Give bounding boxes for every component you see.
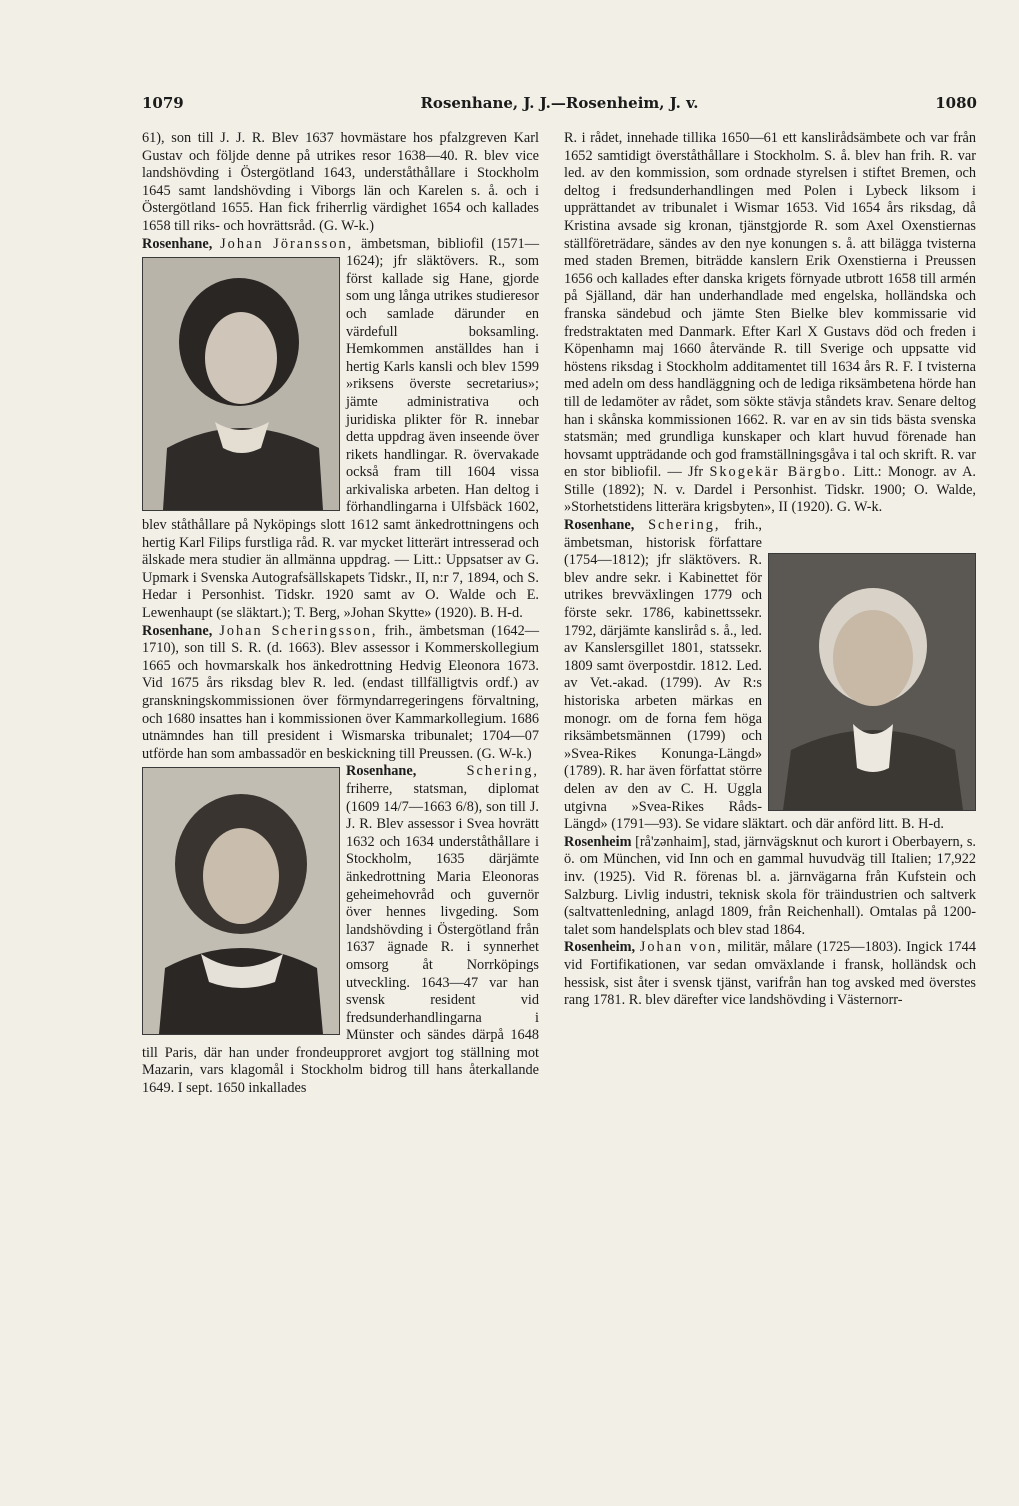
page-header [142,94,977,118]
entry-text: friherre, statsman, diplomat (1609 14/7—1663 6/8), son till J. J. R. Blev assessor i Svea hovrätt 1632 och 1634 underståthållare i Stockholm, 1635 därjämte änkedrottning Maria Eleonoras geheimehovråd och guvernör över hennes livgeding. Som landshövding i Östergötland från 1637 ägnade R. i synnerhet omsorg åt Norrköpings utveckling. 1643—47 var han svensk resident vid fredsunderhandlingarna i Münster och sändes därpå 1648 till Paris, där han under frondeupproret avgjort tog ställning mot Mazarin, vars klagomål i Stockholm bidrog till hans återkallande 1649. I sept. 1650 inkallades [142,780,539,1097]
entry-name: Johan Scheringsson, [219,622,378,639]
entry-schering-1609 [142,763,539,1097]
entry-schering-1754 [564,517,976,834]
portrait-schering-1609 [142,767,340,1035]
portrait-schering-1754 [768,553,976,811]
headword: Rosenheim [564,833,632,850]
entry-name: Schering, [466,763,539,780]
left-page-number: 1079 [142,94,184,112]
entry-literature: Litt.: Monogr. av A. Stille (1892); N. v. Dardel i Personhist. Tidskr. 1900; O. Walde, »Storhetstidens litterära krigsbyten», II (1920). G. W-k. [564,464,976,516]
entry-text: 61), son till J. J. R. Blev 1637 hovmästare hos pfalzgreven Karl Gustav och följde denne på utrikes resor 1638—40. R. blev vice landshövding i Östergötland 1643, underståthållare i Stockholm 1645 samt landshövding i Viborgs län och Karelen s. å. och i Östergötland 1655. Han fick friherrlig värdighet 1654 och kallades 1658 till riks- och hovrättsråd. (G. W-k.) [142,130,539,234]
cross-reference: Skogekär Bärgbo. [709,464,848,481]
entry-name: Schering, [648,517,721,534]
entry-text: frih., ämbetsman (1642—1710), son till S. R. (d. 1663). Blev assessor i Kommerskollegium 1665 och hovmarskalk hos änkedrottning Hedvig Eleonora 1673. Vid 1675 års riksdag blev R. led. (endast tillfälligtvis ordf.) av granskningskommissionen över förmyndarregeringens förvaltning, och 1680 insattes han i kommissionen över Kammarkollegium. 1686 utnämndes han till president i Wismarska tribunalet; 1704—07 utförde han som ambassadör en beskickning till Preussen. (G. W-k.) [142,622,540,762]
entry-name: Johan Jöransson, [220,235,354,252]
right-column [564,130,976,1010]
portrait-johan-joransson [142,257,340,511]
portrait-image [769,554,975,810]
entry-johan-von-rosenheim [564,939,976,1009]
entry-johan-scheringsson [142,623,539,764]
portrait-image [143,258,339,510]
headword: Rosenhane, [564,517,635,534]
running-title: Rosenhane, J. J.—Rosenheim, J. v. [420,94,699,112]
entry-name: Johan von, [639,939,723,956]
headword: Rosenhane, [346,763,417,780]
entry-schering-continued [564,130,976,517]
left-column [142,130,539,1098]
entry-johan-joransson [142,236,539,623]
portrait-image [143,768,339,1034]
entry-text: militär, målare (1725—1803). Ingick 1744 vid Fortifikationen, var sedan omväxlande i fransk, holländsk och hessisk, sist åter i svensk tjänst, varifrån han tog avsked med överstes rang 1781. R. blev därefter vice landshövding i Västernorr- [564,939,976,1009]
entry-text: [rå'zənhaim], stad, järnvägsknut och kurort i Oberbayern, s. ö. om München, vid Inn och en gammal huvudväg till Italien; 17,922 inv. (1925). Vid R. förenas bl. a. järnvägarna från Kufstein och Salzburg. Livlig industri, teknisk skola för träindustrien och saltverk (saltvattenledning, anlagd 1809, från Reichenhall). Omtalas på 1200-talet som handelsplats och blev stad 1864. [564,833,976,938]
entry-text: frih., ämbetsman, historisk författare (1754—1812); jfr släktövers. R. blev andre sekr. i Kabinettet för utrikes brevväxlingen 1779 och förste sekr. 1786, kabinettssekr. 1792, därjämte kansliråd s. å., led. av Kanslersgillet 1801, statssekr. 1809 samt överpostdir. 1812. Led. av Vet.-akad. (1799). Av R:s historiska arbeten märkas en monogr. om de forna fem höga riksämbetsmännen (1799) och »Svea-Rikes Konunga-Längd» (1789). R. har även författat större delen av den av C. H. Uggla utgivna »Svea-Rikes Råds-Längd» (1791—93). Se vidare släktart. och där anförd litt. B. H-d. [564,517,944,833]
right-page-number: 1080 [935,94,977,112]
headword: Rosenheim, [564,939,636,956]
entry-rosenheim-city [564,834,976,940]
entry-text: R. i rådet, innehade tillika 1650—61 ett kanslirådsämbete och var från 1652 samtidigt överståthållare i Stockholm. S. å. blev han frih. R. var led. av den kommission, som ordnade styrelsen i stiftet Bremen, och deltog i fredsunderhandlingen med Polen i Lybeck liksom i upprättandet av tribunalet i Wismar 1653. Vid 1654 års riksdag, då Kristina avsade sig kronan, tjänstgjorde R. som Axel Oxenstiernas ställföreträdare, sändes av den nye konungen s. å. att bilägga tvisterna med staden Bremen, biträdde kanslern Erik Oxenstierna i Preussen 1656 och kallades efter danska krigets förnyade utbrott 1658 till armén på Själland, där han underhandlade med engelska, holländska och franska sändebud och jämte Sten Bielke blev kommissarie vid fredstraktaten med Danmark. Efter Karl X Gustavs död och freden i Köpenhamn maj 1660 återvände R. till Sverige och uppsatte vid höstens riksdag i Stockholm additamentet till 1634 års R. F. I tvisterna med adeln om dess handläggning och de lediga riksämbetena hörde han till de ledamöter av rådet, som sökte stävja ståndets krav. Senare deltog han i skånska kommissionen 1662. R. var en av sin tids bästa svenska statsmän; med grundliga kunskaper och klart huvud förenade han hovsamt uppträdande och god framställningsgåva i tal och skrift. R. var en stor bibliofil. — Jfr [564,130,976,481]
headword: Rosenhane, [142,622,213,639]
headword: Rosenhane, [142,235,213,252]
entry-text: ämbetsman, bibliofil (1571—1624); jfr släktövers. R., som först kallade sig Hane, gjorde som ung långa utrikes studieresor och samlade därunder en värdefull boksamling. Hemkommen anställdes han i hertig Karls kansli och blev 1599 »riksens överste secretarius»; jämte administrativa och juridiska plikter för R. innebar detta uppdrag även inseende över rikets handlingar. R. övervakade också fram till 1604 vissa arkivaliska arbeten. Han deltog i förhandlingarna i Ulfsbäck 1602, blev ståthållare på Nyköpings slott 1612 samt änkedrottningens och hertig Karl Filips furstliga råd. R. var mycket litterärt intresserad och älskade mera studier än allmänna uppdrag. — Litt.: Uppsatser av G. Upmark i Svenska Autografsällskapets Tidskr., II, n:r 7, 1894, och S. Hedar i Personhist. Tidskr. 1920 samt av O. Walde och E. Lewenhaupt (se släktart.); T. Berg, »Johan Skytte» (1920). B. H-d. [142,235,539,622]
